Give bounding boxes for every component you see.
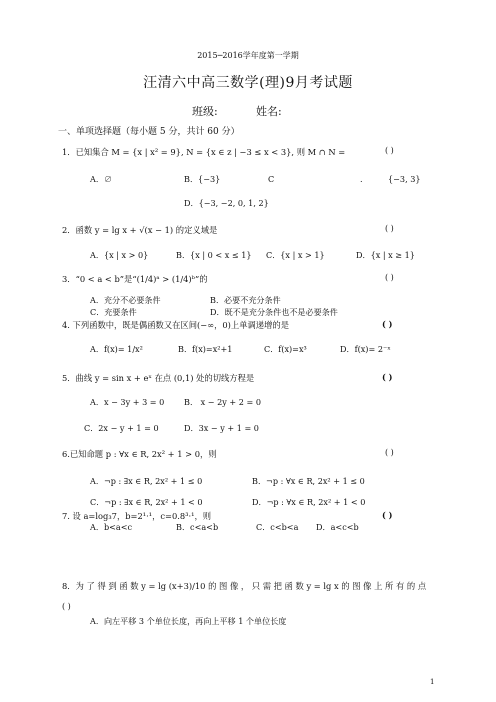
- question-6-option-a: A．¬p : ∃x ∈ R, 2x² + 1 ≤ 0: [90, 476, 203, 486]
- question-5-option-b: B． x − 2y + 2 = 0: [184, 397, 261, 407]
- question-7-option-b: B．c<a<b: [176, 522, 219, 532]
- question-7-stem: 7. 设 a=log₃7，b=2¹·¹，c=0.8³·¹，则: [62, 511, 212, 521]
- question-7-option-d: D．a<c<b: [316, 522, 359, 532]
- question-3-option-b: B．必要不充分条件: [210, 295, 281, 305]
- question-6-option-b: B．¬p : ∀x ∈ R, 2x² + 1 ≤ 0: [252, 476, 365, 486]
- question-1-option-c-value: {−3, 3}: [388, 174, 421, 184]
- question-6-stem: 6.已知命题 p : ∀x ∈ R, 2x² + 1 > 0，则: [62, 449, 217, 459]
- question-5-option-a: A．x − 3y + 3 = 0: [90, 397, 165, 407]
- question-2-option-b: B．{x | 0 < x ≤ 1}: [176, 250, 252, 260]
- question-7-answer-paren: ( ): [382, 510, 393, 520]
- question-1-option-b: B．{−3}: [184, 174, 221, 184]
- question-2-option-c: C．{x | x > 1}: [266, 250, 325, 260]
- question-4-answer-paren: ( ): [382, 319, 393, 329]
- question-1-option-a: A．∅: [90, 174, 113, 184]
- question-8-answer-paren: ( ): [62, 602, 71, 611]
- question-1-stem: 1．已知集合 M = {x | x² = 9}, N = {x ∈ z | −3 ≤ x < 3}, 则 M ∩ N =: [62, 147, 346, 157]
- question-5-option-d: D．3x − y + 1 = 0: [184, 423, 259, 433]
- question-8-option-a: A．向左平移 3 个单位长度，再向上平移 1 个单位长度: [90, 616, 287, 626]
- question-2-answer-paren: ( ): [385, 224, 394, 233]
- question-3-option-d: D．既不是充分条件也不是必要条件: [210, 307, 338, 317]
- question-8-stem: 8．为 了 得 到 函 数 y = lg (x+3)/10 的 图 像 ， 只 需 把 函 数 y = lg x 的 图 像 上 所 有 的 点: [62, 581, 427, 591]
- question-7-option-a: A．b<a<c: [90, 522, 133, 532]
- class-label: 班级:: [192, 105, 218, 118]
- question-2-option-d: D．{x | x ≥ 1}: [356, 250, 415, 260]
- question-7-option-c: C．c<b<a: [256, 522, 299, 532]
- question-5-option-c: C．2x − y + 1 = 0: [84, 423, 159, 433]
- exam-title: 汪清六中高三数学(理)9月考试题: [143, 75, 353, 91]
- question-6-answer-paren: ( ): [385, 448, 394, 457]
- question-5-answer-paren: ( ): [382, 372, 393, 382]
- question-1-option-d: D．{−3, −2, 0, 1, 2}: [184, 198, 269, 208]
- page-number: 1: [430, 678, 435, 686]
- question-6-option-d: D．¬p : ∀x ∈ R, 2x² + 1 < 0: [252, 497, 366, 507]
- question-4-option-d: D．f(x)= 2⁻ˣ: [340, 344, 391, 354]
- question-4-option-a: A．f(x)= 1/x²: [90, 344, 143, 354]
- section-heading: 一、单项选择题（每小题 5 分，共计 60 分）: [58, 127, 240, 137]
- question-1-option-c-dot: .: [360, 174, 363, 184]
- question-6-option-c: C．¬p : ∃x ∈ R, 2x² + 1 < 0: [90, 497, 203, 507]
- question-3-answer-paren: ( ): [385, 273, 394, 282]
- name-label: 姓名:: [256, 105, 282, 118]
- question-4-option-b: B．f(x)=x²+1: [178, 344, 233, 354]
- question-2-option-a: A．{x | x > 0}: [90, 250, 149, 260]
- question-1-answer-paren: ( ): [385, 146, 394, 155]
- question-3-stem: 3．“0 < a < b”是“(1/4)ᵃ > (1/4)ᵇ”的: [62, 274, 208, 284]
- question-4-option-c: C．f(x)=x³: [264, 344, 307, 354]
- question-3-option-a: A．充分不必要条件: [90, 295, 161, 305]
- question-4-stem: 4. 下列函数中，既是偶函数又在区间(−∞，0)上单调递增的是: [62, 320, 289, 330]
- question-5-stem: 5．曲线 y = sin x + eˣ 在点 (0,1) 处的切线方程是: [62, 373, 255, 383]
- school-year: 2015─2016学年度第一学期: [197, 51, 299, 60]
- question-2-stem: 2．函数 y = lg x + √(x − 1) 的定义域是: [62, 225, 218, 235]
- question-3-option-c: C．充要条件: [90, 307, 137, 317]
- question-1-option-c: C: [268, 174, 275, 184]
